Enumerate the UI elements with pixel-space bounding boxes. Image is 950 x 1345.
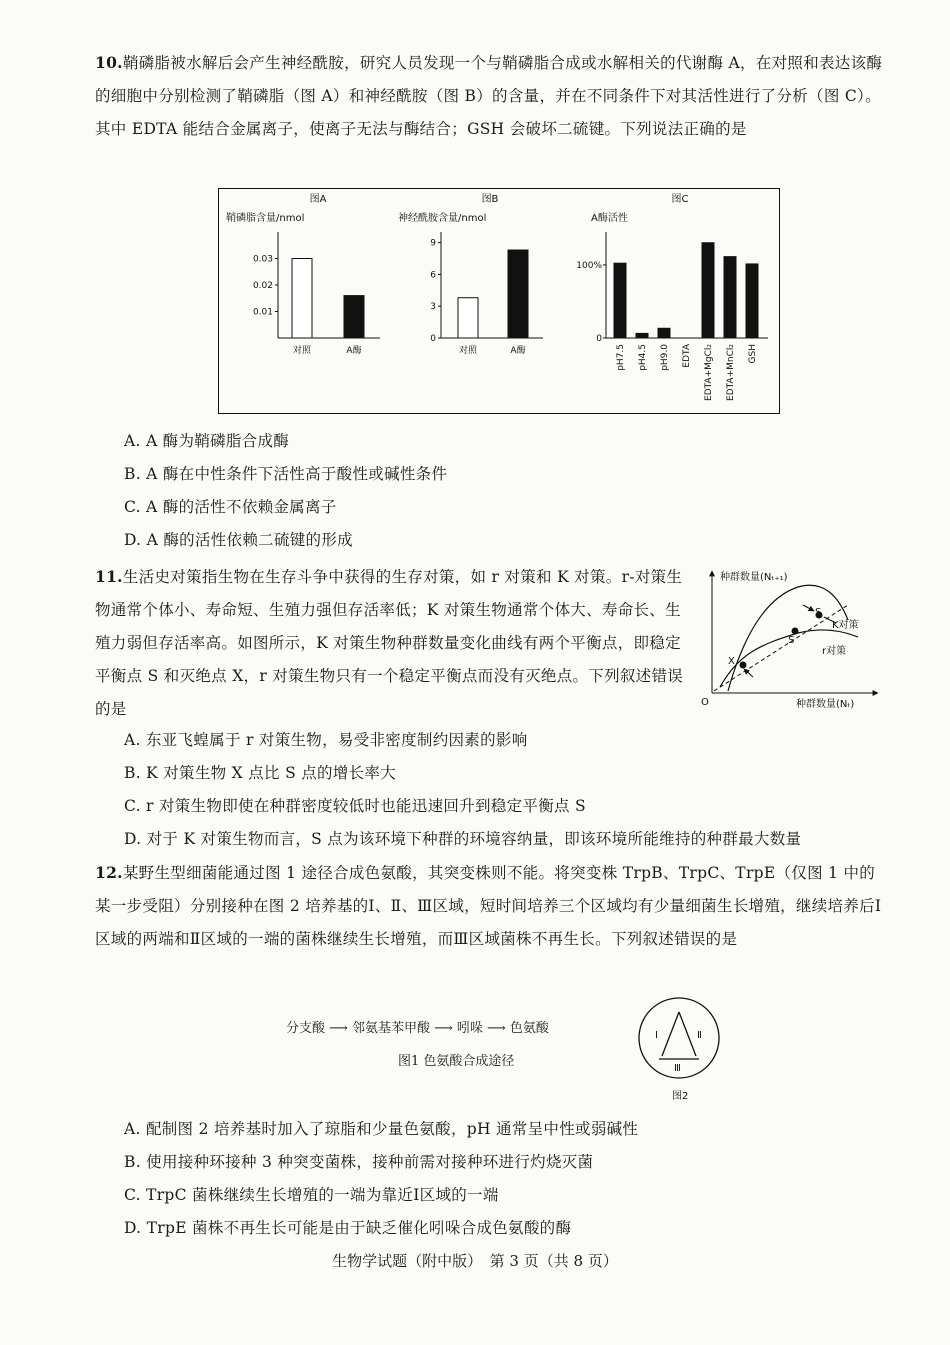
dish-caption: 图2 xyxy=(672,1091,689,1102)
culture-dish-figure xyxy=(632,996,732,1106)
bar xyxy=(614,263,627,338)
y-tick-label: 100% xyxy=(576,260,602,271)
point-s-r xyxy=(792,628,799,635)
y-axis-label: A酶活性 xyxy=(591,213,628,224)
question-number: 10. xyxy=(95,53,123,72)
pathway-figure xyxy=(286,1017,549,1036)
option-a: A. A 酶为鞘磷脂合成酶 xyxy=(124,432,290,450)
x-tick-label: pH7.5 xyxy=(616,344,626,371)
y-tick-label: 3 xyxy=(430,302,436,313)
option-c: C. TrpC 菌株继续生长增殖的一端为靠近Ⅰ区域的一端 xyxy=(124,1186,499,1204)
question-stem: 鞘磷脂被水解后会产生神经酰胺，研究人员发现一个与鞘磷脂合成或水解相关的代谢酶 A，在对照和表达该酶的细胞中分别检测了鞘磷脂（图 A）和神经酰胺（图 B）的含量，并在不同条件下对其活性进行了分析（图 C）。其中 EDTA 能结合金属离子，使离子无法与酶结合；GSH 会破坏二硫键。下列说法正确的是 xyxy=(95,54,883,138)
figure-10-charts xyxy=(218,188,780,414)
r-strategy-label: r对策 xyxy=(822,646,847,657)
bar xyxy=(292,259,312,339)
option-b: B. 使用接种环接种 3 种突变菌株，接种前需对接种环进行灼烧灭菌 xyxy=(124,1153,594,1171)
bar xyxy=(344,296,364,338)
y-tick-label: 0 xyxy=(596,334,602,344)
y-tick-label: 0.03 xyxy=(252,254,273,265)
arrow-icon: ⟶ xyxy=(487,1021,506,1036)
question-number: 12. xyxy=(95,863,123,882)
option-d: D. A 酶的活性依赖二硫键的形成 xyxy=(124,531,353,549)
point-x xyxy=(740,662,747,669)
question-12 xyxy=(95,856,885,956)
point-x-label: X xyxy=(728,656,735,667)
x-tick-label: A酶 xyxy=(510,346,526,356)
question-stem: 生活史对策指生物在生存斗争中获得的生存对策，如 r 对策和 K 对策。r-对策生物通常个体小、寿命短、生殖力强但存活率低；K 对策生物通常个体大、寿命长、生殖力弱但存活率高。如图所示，K 对策生物种群数量变化曲线有两个平衡点，即稳定平衡点 S 和灭绝点 X，r 对策生物只有一个稳定平衡点而没有灭绝点。下列叙述错误的是 xyxy=(95,568,684,718)
page-footer: 生物学试题（附中版） 第 3 页（共 8 页） xyxy=(332,1252,618,1270)
chart-c xyxy=(576,193,768,401)
x-tick-label: A酶 xyxy=(346,346,362,356)
point-s-k-label: S xyxy=(815,607,822,618)
arrow-path xyxy=(803,605,814,611)
x-tick-label: GSH xyxy=(748,344,758,364)
zone-label: Ⅲ xyxy=(674,1063,681,1074)
question-11 xyxy=(95,560,685,726)
arrow-path xyxy=(744,669,753,677)
chart-a xyxy=(226,193,380,356)
figure-11-graph xyxy=(698,565,888,710)
x-tick-label: pH9.0 xyxy=(660,344,670,371)
streak-line xyxy=(662,1012,679,1056)
x-tick-label: EDTA+MnCl₂ xyxy=(726,344,736,401)
bar xyxy=(508,250,528,338)
streak-line xyxy=(679,1012,696,1056)
question-stem: 某野生型细菌能通过图 1 途径合成色氨酸，其突变株则不能。将突变株 TrpB、TrpC、TrpE（仅图 1 中的某一步受阻）分别接种在图 2 培养基的Ⅰ、Ⅱ、Ⅲ区域，短时间培养三个区域均有少量细菌生长增殖，继续培养后Ⅰ区域的两端和Ⅱ区域的一端的菌株继续生长增殖，而Ⅲ区域菌株不再生长。下列叙述错误的是 xyxy=(95,864,882,948)
arrow-icon: ⟶ xyxy=(434,1021,453,1036)
option-d: D. 对于 K 对策生物而言，S 点为该环境下种群的环境容纳量，即该环境所能维持的种群最大数量 xyxy=(124,830,802,848)
x-tick-label: EDTA xyxy=(682,344,692,368)
bar xyxy=(746,263,759,338)
pathway-step: 色氨酸 xyxy=(509,1021,549,1036)
question-10 xyxy=(95,46,885,146)
y-tick-label: 6 xyxy=(430,270,436,281)
x-tick-label: pH4.5 xyxy=(638,344,648,371)
y-tick-label: 0.01 xyxy=(252,307,273,318)
option-b: B. A 酶在中性条件下活性高于酸性或碱性条件 xyxy=(124,465,448,483)
chart-title: 图B xyxy=(481,194,499,205)
pathway-step: 分支酸 xyxy=(286,1021,326,1036)
zone-label: Ⅱ xyxy=(697,1030,702,1041)
option-c: C. r 对策生物即使在种群密度较低时也能迅速回升到稳定平衡点 S xyxy=(124,797,586,815)
question-number: 11. xyxy=(95,567,123,586)
y-tick-label: 9 xyxy=(430,238,436,249)
bar xyxy=(458,298,478,338)
arrow-icon: ⟶ xyxy=(329,1021,348,1036)
point-s-r-label: S xyxy=(788,635,795,646)
bar xyxy=(636,333,649,338)
origin-label: O xyxy=(701,697,709,708)
option-a: A. 配制图 2 培养基时加入了琼脂和少量色氨酸，pH 通常呈中性或弱碱性 xyxy=(124,1120,639,1138)
bar xyxy=(724,256,737,338)
y-tick-label: 0 xyxy=(430,334,436,344)
k-strategy-label: K对策 xyxy=(832,620,859,631)
y-tick-label: 0.02 xyxy=(252,281,273,291)
zone-label: Ⅰ xyxy=(655,1030,658,1041)
pathway-step: 邻氨基苯甲酸 xyxy=(351,1021,430,1036)
x-tick-label: 对照 xyxy=(458,346,478,356)
x-tick-label: 对照 xyxy=(292,346,312,356)
chart-b xyxy=(398,193,543,356)
bar xyxy=(702,242,715,338)
x-tick-label: EDTA+MgCl₂ xyxy=(704,344,714,401)
option-a: A. 东亚飞蝗属于 r 对策生物，易受非密度制约因素的影响 xyxy=(124,731,528,749)
pathway-step: 吲哚 xyxy=(456,1021,483,1036)
bar xyxy=(658,328,671,338)
option-d: D. TrpE 菌株不再生长可能是由于缺乏催化吲哚合成色氨酸的酶 xyxy=(124,1219,572,1237)
y-axis-label: 种群数量(Nₜ₊₁) xyxy=(720,572,788,583)
chart-title: 图C xyxy=(671,194,689,205)
option-c: C. A 酶的活性不依赖金属离子 xyxy=(124,498,337,516)
y-axis-label: 鞘磷脂含量/nmol xyxy=(226,213,305,224)
chart-title: 图A xyxy=(309,194,327,205)
pathway-caption: 图1 色氨酸合成途径 xyxy=(398,1054,515,1069)
y-axis-label: 神经酰胺含量/nmol xyxy=(398,213,487,224)
option-b: B. K 对策生物 X 点比 S 点的增长率大 xyxy=(124,764,397,782)
x-axis-label: 种群数量(Nₜ) xyxy=(796,699,855,710)
